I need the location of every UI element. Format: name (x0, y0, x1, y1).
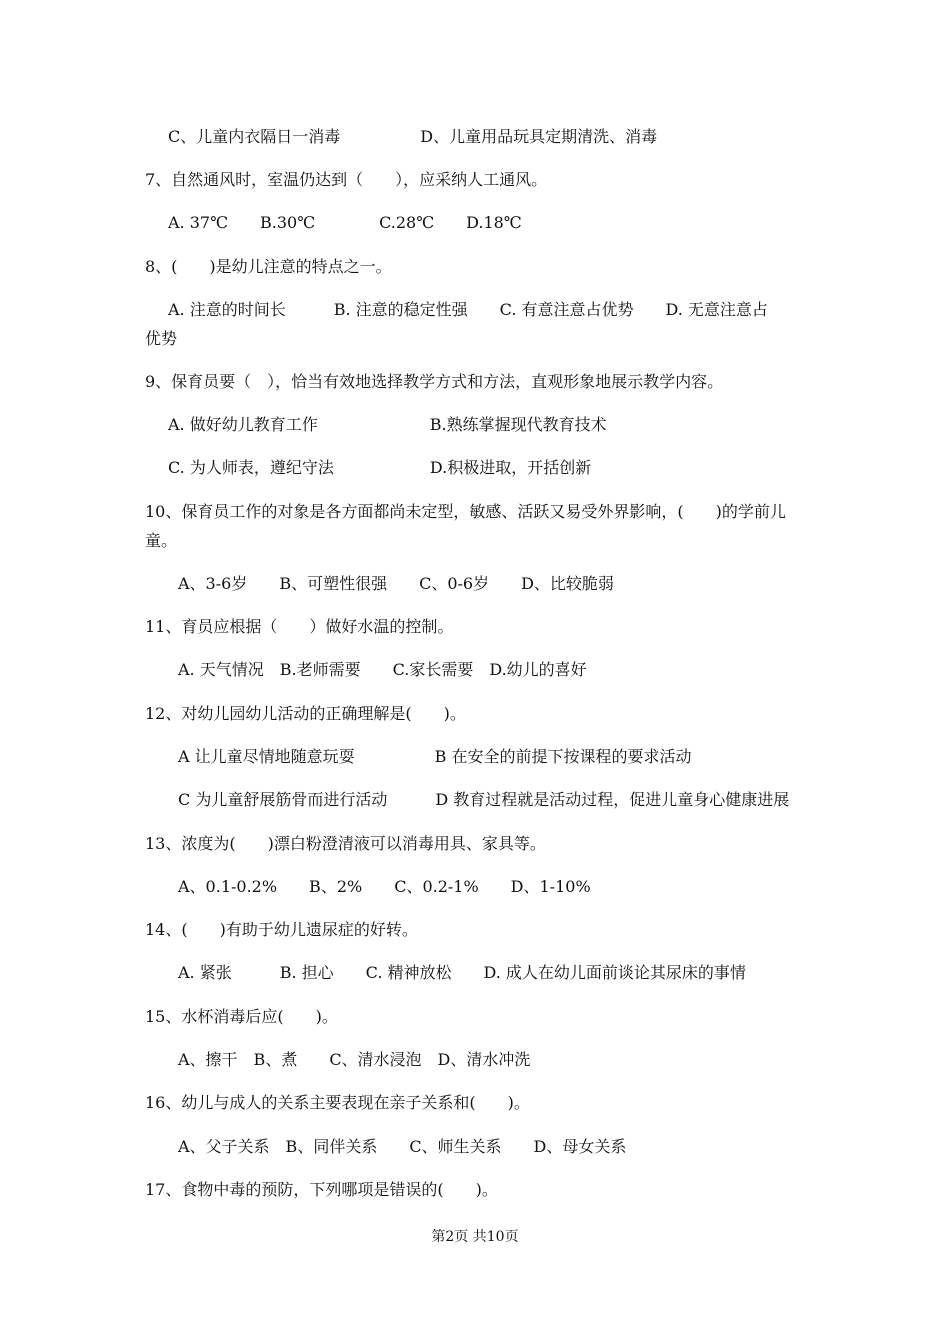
question-8: 8、( )是幼儿注意的特点之一。 (145, 257, 392, 276)
q9-options-ab: A. 做好幼儿教育工作 B.熟练掌握现代教育技术 (168, 415, 607, 434)
question-13: 13、浓度为( )漂白粉澄清液可以消毒用具、家具等。 (145, 834, 546, 853)
page-footer: 第2页 共10页 (431, 1229, 519, 1245)
q6-options-cd: C、儿童内衣隔日一消毒 D、儿童用品玩具定期清洗、消毒 (168, 127, 658, 146)
q14-options: A. 紧张 B. 担心 C. 精神放松 D. 成人在幼儿面前谈论其尿床的事情 (178, 963, 746, 982)
q8-options-wrap: 优势 (145, 329, 178, 348)
q9-options-cd: C. 为人师表，遵纪守法 D.积极进取，开括创新 (168, 458, 592, 477)
question-15: 15、水杯消毒后应( )。 (145, 1007, 338, 1026)
question-9: 9、保育员要（ ），恰当有效地选择教学方式和方法，直观形象地展示教学内容。 (145, 372, 724, 391)
question-10: 10、保育员工作的对象是各方面都尚未定型，敏感、活跃又易受外界影响，( )的学前儿 (145, 502, 786, 521)
q13-options: A、0.1-0.2% B、2% C、0.2-1% D、1-10% (178, 877, 591, 896)
q11-options: A. 天气情况 B.老师需要 C.家长需要 D.幼儿的喜好 (178, 660, 587, 679)
question-14: 14、( )有助于幼儿遗尿症的好转。 (145, 920, 418, 939)
q12-options-cd: C 为儿童舒展筋骨而进行活动 D 教育过程就是活动过程，促进儿童身心健康进展 (178, 790, 790, 809)
question-10-wrap: 童。 (145, 531, 178, 550)
q15-options: A、擦干 B、煮 C、清水浸泡 D、清水冲洗 (178, 1050, 531, 1069)
q16-options: A、父子关系 B、同伴关系 C、师生关系 D、母女关系 (178, 1137, 627, 1156)
q12-options-ab: A 让儿童尽情地随意玩耍 B 在安全的前提下按课程的要求活动 (178, 747, 692, 766)
question-11: 11、育员应根据（ ）做好水温的控制。 (145, 617, 454, 636)
q10-options: A、3-6岁 B、可塑性很强 C、0-6岁 D、比较脆弱 (178, 574, 614, 593)
question-12: 12、对幼儿园幼儿活动的正确理解是( )。 (145, 704, 466, 723)
question-16: 16、幼儿与成人的关系主要表现在亲子关系和( )。 (145, 1093, 530, 1112)
question-17: 17、食物中毒的预防，下列哪项是错误的( )。 (145, 1180, 498, 1199)
q7-options: A. 37℃ B.30℃ C.28℃ D.18℃ (168, 213, 522, 232)
q8-options: A. 注意的时间长 B. 注意的稳定性强 C. 有意注意占优势 D. 无意注意占 (168, 300, 768, 319)
question-7: 7、自然通风时，室温仍达到（ ），应采纳人工通风。 (145, 170, 548, 189)
